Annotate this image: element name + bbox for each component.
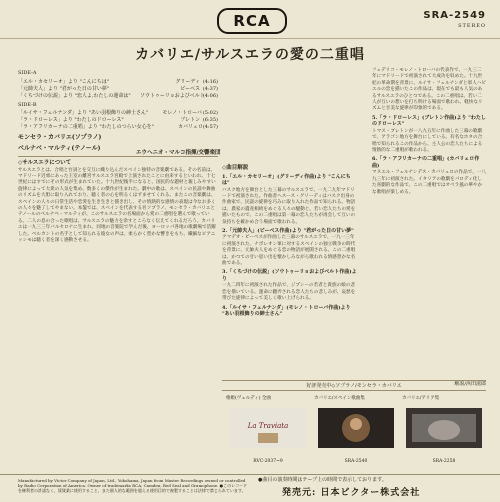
- related-albums-heading: 好評発売中◇ソプラノ/モンセラ・カバリエ: [222, 380, 486, 391]
- album-caption: 椿姫(ヴェルディ) 全曲: [226, 396, 271, 401]
- track-duration: (4:16): [202, 78, 218, 85]
- song-heading: 1.「エル・カセリーオ」(グリーディ作曲)より "こんにちは": [222, 173, 351, 186]
- song-notes: バスク地方を舞台とした三幕のサルスエラで、一九二九年マドリードで初演された。作曲者ヘスース・グリーディはバスク出身の作曲家で、民謡の旋律を巧みに取り入れた作品で知られる。物語は、農家の遺産相続をめぐる人々の騒動と、若い恋人たちの愛を描いたもので、この二重唱は第一幕の恋人たちが再会して互いの気持ちを確かめ合う場面で歌われる。: [222, 187, 356, 225]
- track-row: [18, 117, 218, 124]
- track-title: 「元帥夫人」より "君がった日の甘い夢": [18, 85, 110, 92]
- soprano-credit: モンセラ・カバリエ(ソプラノ): [18, 134, 102, 141]
- track-row: [18, 124, 218, 131]
- divider: [18, 156, 218, 157]
- album-caption: カバリエ/アリア集: [402, 396, 440, 401]
- side-b-label: SIDE-B: [18, 101, 37, 108]
- track-row: [18, 93, 218, 100]
- track-duration: (4:37): [202, 85, 218, 92]
- left-column: [18, 68, 218, 244]
- track-title: 「ラ・ドローレス」より "わたしのドローレス": [18, 117, 124, 123]
- rca-logo: RCA: [217, 8, 287, 34]
- track-composer: ブレトン: [180, 117, 200, 123]
- track-row: [18, 86, 218, 93]
- track-duration: (4:06): [202, 92, 218, 99]
- catalog-number: SRA-2549: [423, 10, 486, 21]
- svg-text:La Traviata: La Traviata: [247, 422, 289, 430]
- song-heading: 3.「くちづけの伝説」(ソウトゥーリョおよびベルト作曲)より: [222, 269, 357, 282]
- right-column: [372, 68, 486, 196]
- song-notes: アマデオ・ビーベスが作曲した三幕のサルスエラで、一九一三年に初演された。ナポレオン軍に対するスペインの独立戦争の時代を背景に、元帥夫人をめぐる恋の物語が展開される。この二重唱は、かつての甘い思い出を懐かしみながら歌われる情感豊かな名曲である。: [222, 235, 356, 267]
- section-heading: ◇曲目解説: [222, 165, 249, 171]
- track-duration: (4:57): [202, 124, 218, 130]
- middle-column: [222, 162, 358, 319]
- track-composer: グリーディ: [175, 78, 200, 85]
- copyright-notice: Manufactured by Victor Company of Japan, Ltd., Yokohama, Japan from Master Recordings owned or controlled by Radio Corporation of America. Owner of trademarks RCA, Camden, Red Seal and Gramophone. ●このレコードを権利者の許諾なく、賃貸業に使用すること、また個人的な範囲を超える使用目的で複製することは法律で禁じられています。: [18, 478, 248, 493]
- song-heading: 5.「ラ・ドローレス」(ブレトン作曲)より "わたしのドローレス": [372, 114, 486, 128]
- song-heading: 4.「ルイサ・フェルナンダ」(モレノ・トローバ作曲)より "あい羽根飾りの紳士さん": [222, 304, 351, 318]
- album-thumbnail: [314, 396, 398, 464]
- tenor-credit: ベルナベ・マルティ(テノール): [18, 145, 101, 152]
- related-albums: [222, 380, 486, 467]
- header-bar: [0, 0, 500, 39]
- track-row: [18, 110, 218, 117]
- song-heading: 6.「ラ・アフリカーナの二重唱」(カバリェロ作曲): [372, 156, 480, 169]
- song-notes: フェデリコ・モレノ・トローバの代表作で、一九三二年にマドリードで初演されて大成功を収めた。十九世紀の革命期を背景に、ルイサ・フェルナンダと軍人ハビエルの恋を描いたこの作品は、現在でも最も人気のあるサルスエラのひとつである。この二重唱は、若い二人が互いの想いを打ち明ける場面で歌われ、軽快なリズムと甘美な旋律が印象的である。: [372, 68, 486, 112]
- page-title: カバリエ/サルスエラの愛の二重唱: [135, 47, 365, 63]
- song-heading: 2.「元帥夫人」(ビーベス作曲)より "君がった日の甘い夢": [222, 227, 354, 234]
- track-composer: ビーベス: [180, 85, 200, 92]
- timing-note: ●曲目の演奏時間はテープ上の時間で表示しております。: [258, 477, 387, 483]
- album-cover-art: [406, 408, 482, 448]
- album-thumbnail: [226, 396, 310, 464]
- manufacturer-name: 発売元: 日本ビクター株式会社: [282, 488, 421, 498]
- album-cover-art: [318, 408, 394, 448]
- album-number: RVC-2037~9: [253, 459, 283, 464]
- track-title: 「ラ・アフリカーナの二重唱」より "わたしのつらい女心を": [18, 124, 154, 130]
- album-number: SRA-2540: [344, 459, 368, 464]
- album-number: SRA-2258: [432, 459, 456, 464]
- stereo-tag: STEREO: [458, 23, 486, 29]
- liner-notes-text: サルスエラとは、合唱と台詞とを交互に織り込んだスペイン独特の音楽劇である。その名前は、マドリード近郊にあった王室の離宮サルスエラ宮殿で上演されたことに由来するといわれ、十七世紀にはすでにその形式が生まれていた。十九世紀後半になると、国民的な題材と親しみやすい旋律によって大衆の人気を集め、数多くの傑作が生まれた。劇中の歌は、スペインの民謡や舞曲のリズムを大胆に取り入れており、聴く者の心を明るくはずませてくれる。またこの音楽劇は、スペインの人々の日常生活や恋愛を生き生きと描き出し、その情熱的な感情の表現は今なお多くの人々を魅了してやまない。本盤では、スペインを代表する名ソプラノ、モンセラ・カバリエとテノールのベルナベ・マルティが、このサルスエラの名場面から愛の二重唱を選んで歌っている。二人の息の合った歌唱は、サルスエラの魅力を余すところなく伝えてくれるだろう。カバリエは一九三三年バルセロナに生まれ、同地の音楽院で学んだ後、ヨーロッパ各地の歌劇場で活躍した。ベルカントの名手として知られる彼女の声は、柔らかく豊かな響きをもち、繊細なピアニッシモは聴く者を深く感動させる。: [18, 167, 216, 243]
- track-title: 「くちづけの伝説」より "恋人よ,わたしの運命は": [18, 92, 131, 99]
- song-notes: マヌエル・フェルナンデス・カバリェロの作品で、一八九三年に初演された。イタリアの歌劇をパロディ化した喜劇的な作品で、この二重唱ではオペラ風の華やかな歌唱が楽しめる。: [372, 170, 486, 195]
- track-row: [18, 79, 218, 86]
- album-thumbnail: [402, 396, 486, 464]
- track-duration: (6:35): [202, 117, 218, 123]
- track-duration: (5:02): [202, 110, 218, 116]
- section-heading: ◇サルスエラについて: [18, 160, 72, 166]
- album-caption: カバリエ/スペイン歌曲集: [314, 396, 365, 401]
- track-title: 「ルイサ・フェルナンダ」より "あい羽根飾りの紳士さん": [18, 110, 149, 116]
- conductor-credit: エウヘニオ・マルコ指揮/交響楽団: [136, 150, 221, 156]
- song-notes: トマス・ブレトンが一八九五年に作曲した三幕の歌劇で、アラゴン地方を舞台にしている。有名なホタの合唱で知られるこの作品から、主人公の恋人たちによる情熱的な二重唱が歌われる。: [372, 128, 483, 154]
- song-notes: 一九二四年に初演された作品で、ジプシーの若者と貴族の娘の悲恋を描いている。運命に翻弄される恋人たちの悲しみが、哀愁を帯びた旋律によって美しく歌い上げられる。: [222, 283, 356, 302]
- track-composer: モレノ・トローバ: [162, 110, 202, 116]
- track-title: 「エル・カセリーオ」より "こんにちは": [18, 78, 110, 85]
- album-cover-art: [230, 408, 306, 448]
- track-composer: カバリェロ: [178, 124, 203, 130]
- side-a-label: SIDE-A: [18, 70, 37, 76]
- track-composer: ソウトゥーリョおよびベルト: [140, 92, 205, 99]
- commentator-credit: 解説/浜田滋郎: [454, 381, 486, 387]
